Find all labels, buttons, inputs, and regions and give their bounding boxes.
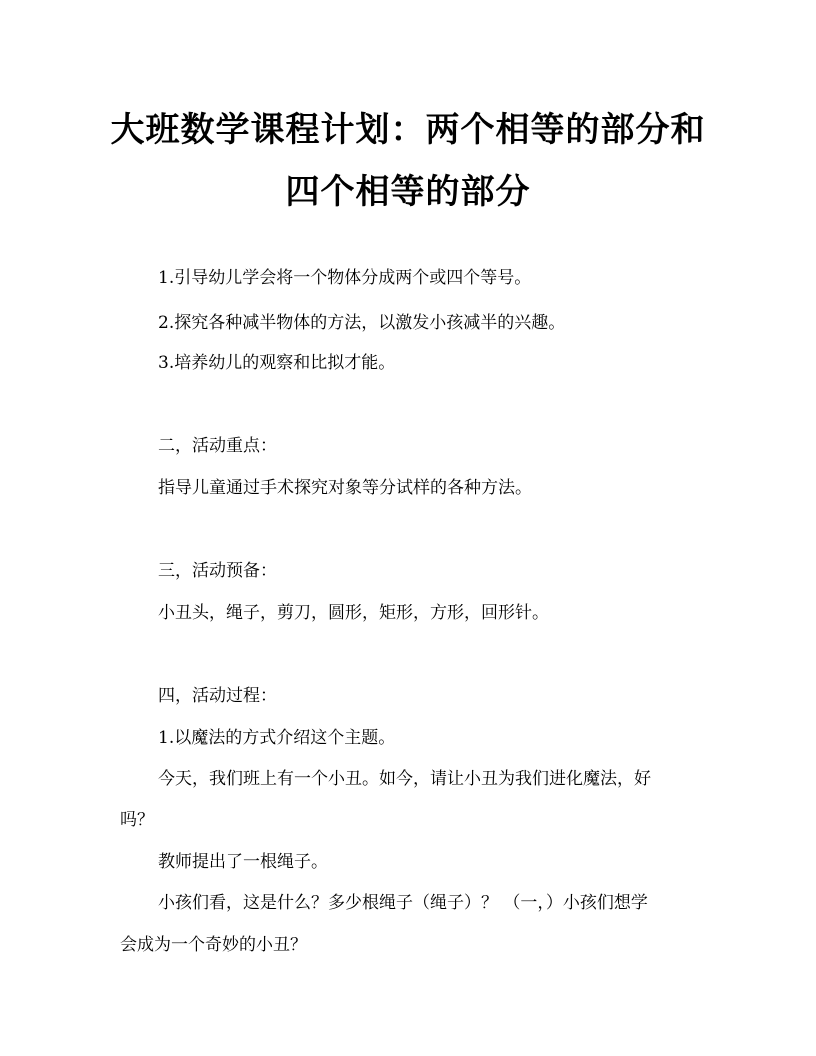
document-title-line1: 大班数学课程计划：两个相等的部分和 bbox=[110, 110, 706, 150]
section-heading-preparation: 三，活动预备： bbox=[158, 561, 277, 581]
paragraph-3-line-1: 小孩们看，这是什么？多少根绳子（绳子）？ （一，）小孩们想学 bbox=[158, 893, 648, 913]
goal-item-3: 3.培养幼儿的观察和比拟才能。 bbox=[158, 353, 396, 373]
process-step-1: 1.以魔法的方式介绍这个主题。 bbox=[158, 728, 396, 748]
section-heading-process: 四，活动过程： bbox=[158, 686, 277, 706]
paragraph-3-line-2: 会成为一个奇妙的小丑？ bbox=[120, 935, 307, 955]
goal-item-2: 2.探究各种减半物体的方法，以激发小孩减半的兴趣。 bbox=[158, 313, 566, 333]
goal-item-1: 1.引导幼儿学会将一个物体分成两个或四个等号。 bbox=[158, 268, 532, 288]
paragraph-2: 教师提出了一根绳子。 bbox=[158, 852, 328, 872]
paragraph-1-line-2: 吗？ bbox=[120, 810, 154, 830]
section-heading-key-points: 二，活动重点： bbox=[158, 436, 277, 456]
document-title-line2: 四个相等的部分 bbox=[285, 172, 531, 212]
paragraph-1-line-1: 今天，我们班上有一个小丑。如今，请让小丑为我们进化魔法，好 bbox=[158, 769, 651, 789]
section-body-key-points: 指导儿童通过手术探究对象等分试样的各种方法。 bbox=[158, 478, 532, 498]
section-body-preparation: 小丑头，绳子，剪刀，圆形，矩形，方形，回形针。 bbox=[158, 603, 549, 623]
